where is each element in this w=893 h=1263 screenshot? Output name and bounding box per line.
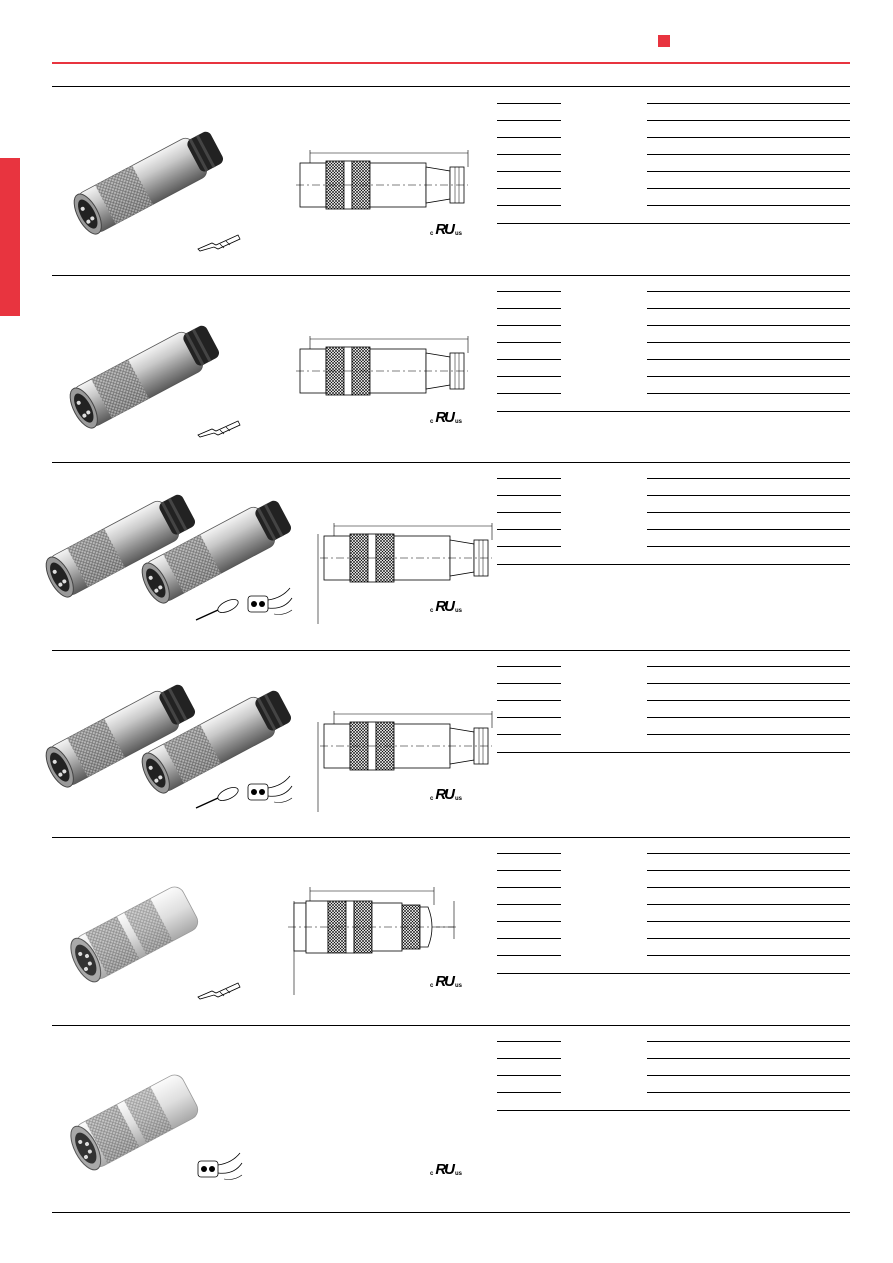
spec-row: [497, 462, 850, 479]
spec-row: [497, 667, 850, 684]
cert-mark: c RU us: [430, 598, 463, 615]
spec-row: [497, 939, 850, 956]
product-photo: [78, 127, 248, 237]
spec-table: [497, 837, 850, 956]
cert-mark: c RU us: [430, 786, 463, 803]
spec-row: [497, 684, 850, 701]
spec-row: [497, 87, 850, 104]
product-section: [52, 275, 850, 463]
spec-row: [497, 121, 850, 138]
product-section: [52, 837, 850, 1026]
spec-label-line: [497, 734, 561, 735]
soldering-iron-icon: [198, 235, 248, 259]
product-section: [52, 462, 850, 651]
spec-row: [497, 701, 850, 718]
spec-row: [497, 138, 850, 155]
spec-value-line: [647, 955, 850, 956]
screwdriver-icon: [196, 602, 246, 630]
spec-label-line: [497, 955, 561, 956]
spec-end-rule: [497, 564, 850, 565]
spec-row: [497, 496, 850, 513]
crimp-tool-icon: [196, 1145, 256, 1189]
soldering-iron-icon: [198, 421, 248, 445]
spec-value-line: [647, 205, 850, 206]
cert-mark: c RU us: [430, 409, 463, 426]
spec-row: [497, 189, 850, 206]
section-tab: [0, 158, 20, 316]
technical-drawing: [314, 520, 494, 630]
spec-row: [497, 275, 850, 292]
spec-row: [497, 905, 850, 922]
cert-mark: c RU us: [430, 221, 463, 238]
spec-table: [497, 462, 850, 547]
spec-table: [497, 275, 850, 394]
cert-mark: c RU us: [430, 973, 463, 990]
spec-label-line: [497, 393, 561, 394]
spec-value-line: [647, 734, 850, 735]
product-photo: [74, 315, 254, 425]
spec-value-line: [647, 1092, 850, 1093]
spec-row: [497, 1076, 850, 1093]
spec-label-line: [497, 205, 561, 206]
crimp-tool-icon: [248, 582, 298, 622]
spec-row: [497, 922, 850, 939]
spec-label-line: [497, 1092, 561, 1093]
spec-row: [497, 1042, 850, 1059]
spec-row: [497, 1025, 850, 1042]
spec-value-line: [647, 546, 850, 547]
spec-row: [497, 650, 850, 667]
product-section: [52, 1025, 850, 1213]
spec-row: [497, 155, 850, 172]
spec-row: [497, 309, 850, 326]
cert-mark: c RU us: [430, 1161, 463, 1178]
technical-drawing: [314, 708, 494, 818]
spec-row: [497, 513, 850, 530]
spec-row: [497, 343, 850, 360]
spec-label-line: [497, 546, 561, 547]
spec-row: [497, 360, 850, 377]
spec-end-rule: [497, 1110, 850, 1111]
spec-table: [497, 1025, 850, 1093]
technical-drawing: [300, 151, 475, 221]
spec-table: [497, 650, 850, 735]
spec-row: [497, 292, 850, 309]
spec-row: [497, 888, 850, 905]
spec-row: [497, 479, 850, 496]
spec-row: [497, 377, 850, 394]
spec-table: [497, 87, 850, 206]
spec-row: [497, 718, 850, 735]
spec-row: [497, 871, 850, 888]
product-photo: [72, 877, 222, 987]
spec-row: [497, 172, 850, 189]
spec-end-rule: [497, 411, 850, 412]
spec-row: [497, 326, 850, 343]
soldering-iron-icon: [198, 983, 248, 1007]
spec-end-rule: [497, 223, 850, 224]
spec-row: [497, 530, 850, 547]
spec-row: [497, 837, 850, 854]
spec-row: [497, 854, 850, 871]
product-section: [52, 87, 850, 276]
spec-row: [497, 1059, 850, 1076]
screwdriver-icon: [196, 790, 246, 818]
product-section: [52, 650, 850, 838]
top-rule: [52, 62, 850, 64]
brand-mark: [658, 35, 670, 47]
technical-drawing: [300, 337, 475, 407]
spec-end-rule: [497, 973, 850, 974]
spec-end-rule: [497, 752, 850, 753]
spec-row: [497, 104, 850, 121]
crimp-tool-icon: [248, 770, 298, 810]
spec-value-line: [647, 393, 850, 394]
